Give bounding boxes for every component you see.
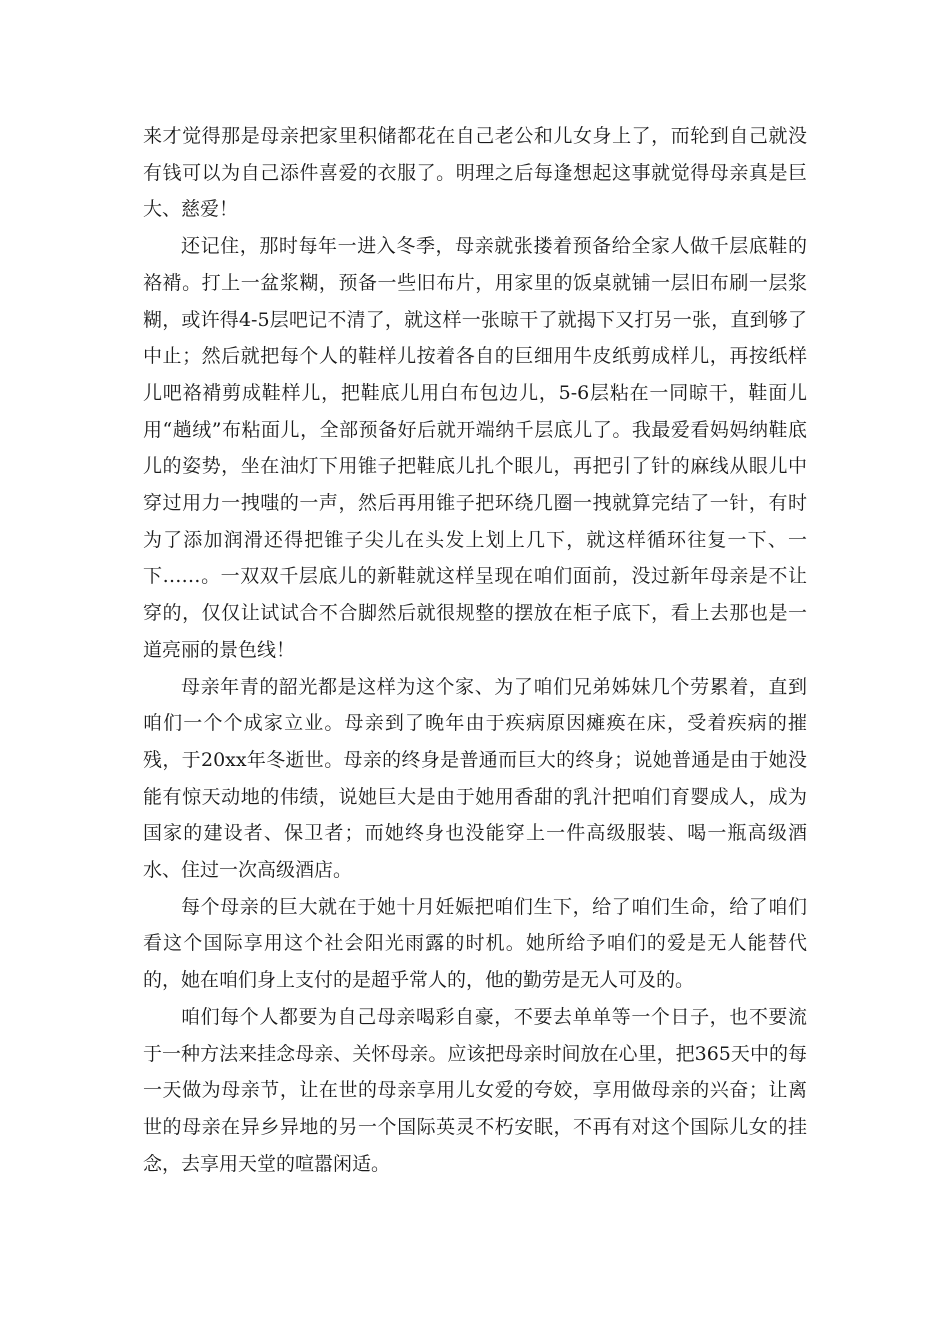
paragraph-2: 还记住，那时每年一进入冬季，母亲就张搂着预备给全家人做千层底鞋的袼褙。打上一盆浆糊，预备一些旧布片，用家里的饭桌就铺一层旧布刷一层浆糊，或许得4-5层吧记不清了，就这样一张晾干了就揭下又打另一张，直到够了中止；然后就把每个人的鞋样儿按着各自的巨细用牛皮纸剪成样儿，再按纸样儿吧袼褙剪成鞋样儿，把鞋底儿用白布包边儿，5-6层粘在一同晾干，鞋面儿用“趟绒”布粘面儿，全部预备好后就开端纳千层底儿了。我最爱看妈妈纳鞋底儿的姿势，坐在油灯下用锥子把鞋底儿扎个眼儿，再把引了针的麻线从眼儿中穿过用力一拽嗤的一声，然后再用锥子把环绕几圈一拽就算完结了一针，有时为了添加润滑还得把锥子尖儿在头发上划上几下，就这样循环往复一下、一下……。一双双千层底儿的新鞋就这样呈现在咱们面前，没过新年母亲是不让穿的，仅仅让试试合不合脚然后就很规整的摆放在柜子底下，看上去那也是一道亮丽的景色线！	[143, 235, 807, 661]
paragraph-3: 母亲年青的韶光都是这样为这个家、为了咱们兄弟姊妹几个劳累着，直到咱们一个个成家立业。母亲到了晚年由于疾病原因瘫痪在床，受着疾病的摧残，于20xx年冬逝世。母亲的终身是普通而巨大的终身；说她普通是由于她没能有惊天动地的伟绩，说她巨大是由于她用香甜的乳汁把咱们育婴成人，成为国家的建设者、保卫者；而她终身也没能穿上一件高级服装、喝一瓶高级酒水、住过一次高级酒店。	[143, 675, 807, 882]
paragraph-5: 咱们每个人都要为自己母亲喝彩自豪，不要去单单等一个日子，也不要流于一种方法来挂念母亲、关怀母亲。应该把母亲时间放在心里，把365天中的每一天做为母亲节，让在世的母亲享用儿女爱的夸姣，享用做母亲的兴奋；让离世的母亲在异乡异地的另一个国际英灵不朽安眠，不再有对这个国际儿女的挂念，去享用天堂的喧嚣闲适。	[143, 1005, 807, 1175]
paragraph-1: 来才觉得那是母亲把家里积储都花在自己老公和儿女身上了，而轮到自己就没有钱可以为自己添件喜爱的衣服了。明理之后每逢想起这事就觉得母亲真是巨大、慈爱！	[143, 125, 807, 221]
paragraph-4: 每个母亲的巨大就在于她十月妊娠把咱们生下，给了咱们生命，给了咱们看这个国际享用这个社会阳光雨露的时机。她所给予咱们的爱是无人能替代的，她在咱们身上支付的是超乎常人的，他的勤劳是无人可及的。	[143, 895, 807, 992]
article-body	[143, 118, 807, 1182]
